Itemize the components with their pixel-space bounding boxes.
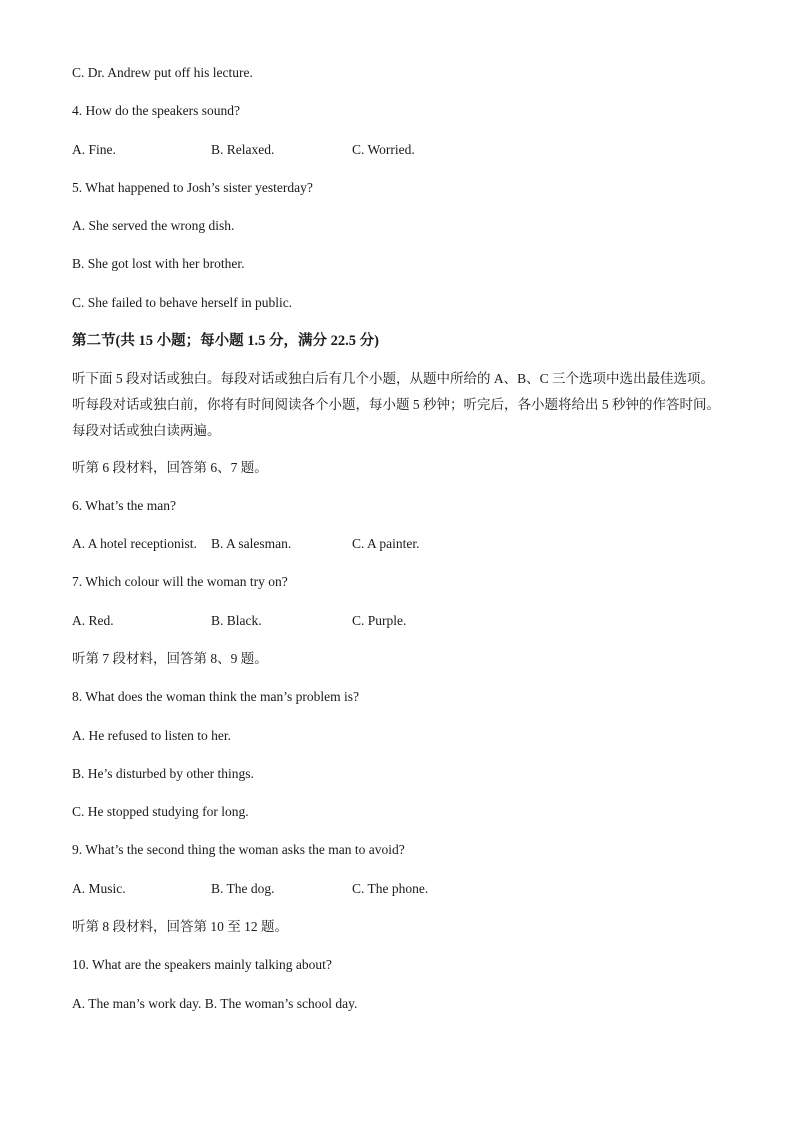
q9-option-b: B. The dog. bbox=[211, 881, 275, 896]
q4-option-c: C. Worried. bbox=[352, 142, 415, 157]
q9-option-a: A. Music. bbox=[72, 881, 126, 896]
q7-option-c: C. Purple. bbox=[352, 613, 407, 628]
section2-heading: 第二节(共 15 小题；每小题 1.5 分，满分 22.5 分) bbox=[72, 333, 379, 349]
q8-question: 8. What does the woman think the man’s problem is? bbox=[72, 689, 359, 704]
q3-option-c: C. Dr. Andrew put off his lecture. bbox=[72, 65, 253, 80]
q5-option-c: C. She failed to behave herself in public. bbox=[72, 295, 293, 310]
q6-option-c: C. A painter. bbox=[352, 536, 420, 551]
q8-option-a: A. He refused to listen to her. bbox=[72, 728, 231, 743]
q7-question: 7. Which colour will the woman try on? bbox=[72, 574, 288, 589]
q4-option-a: A. Fine. bbox=[72, 142, 116, 157]
q10-options-a-b: A. The man’s work day. B. The woman’s school day. bbox=[72, 996, 358, 1011]
section2-instructions: 听下面 5 段对话或独白。每段对话或独白后有几个小题，从题中所给的 A、B、C 三个选项中选出最佳选项。听每段对话或独白前，你将有时间阅读各个小题，每小题 5 秒钟；听完后，各小题将给出 5 秒钟的作答时间。每段对话或独白读两遍。 bbox=[72, 371, 720, 438]
q6-option-b: B. A salesman. bbox=[211, 536, 292, 551]
q7-option-b: B. Black. bbox=[211, 613, 262, 628]
q5-option-b: B. She got lost with her brother. bbox=[72, 256, 245, 271]
q8-option-c: C. He stopped studying for long. bbox=[72, 804, 249, 819]
q9-question: 9. What’s the second thing the woman asks the man to avoid? bbox=[72, 842, 405, 857]
q4-question: 4. How do the speakers sound? bbox=[72, 103, 240, 118]
q8-option-b: B. He’s disturbed by other things. bbox=[72, 766, 254, 781]
q4-option-b: B. Relaxed. bbox=[211, 142, 275, 157]
material8-heading: 听第 8 段材料，回答第 10 至 12 题。 bbox=[72, 919, 288, 934]
q10-question: 10. What are the speakers mainly talking about? bbox=[72, 957, 332, 972]
q9-option-c: C. The phone. bbox=[352, 881, 429, 896]
material7-heading: 听第 7 段材料，回答第 8、9 题。 bbox=[72, 651, 268, 666]
q6-question: 6. What’s the man? bbox=[72, 498, 176, 513]
material6-heading: 听第 6 段材料，回答第 6、7 题。 bbox=[72, 460, 268, 475]
q5-question: 5. What happened to Josh’s sister yesterday? bbox=[72, 180, 313, 195]
q5-option-a: A. She served the wrong dish. bbox=[72, 218, 235, 233]
q6-option-a: A. A hotel receptionist. bbox=[72, 536, 197, 551]
q7-option-a: A. Red. bbox=[72, 613, 114, 628]
